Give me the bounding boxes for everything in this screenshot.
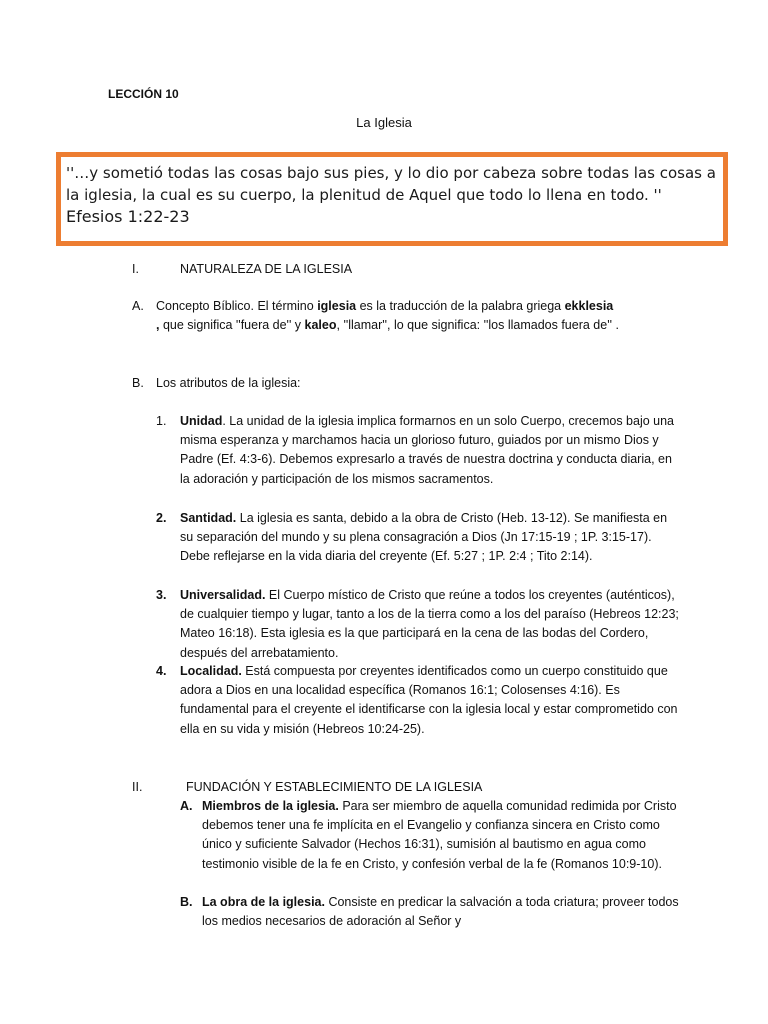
item-b-text: Los atributos de la iglesia: [156, 376, 301, 390]
attribute-1-text: . La unidad de la iglesia implica formarnos en un solo Cuerpo, crecemos bajo una misma esperanza y marchamos hacia un glorioso futuro, guiados por un mismo Dios y Padre (Ef. 4:3-6). Debemos expresarlo a través de nuestra doctrina y conducta diaria, en la adoración y participación de los mismos sacramentos. [180, 414, 675, 486]
section-2-item-b-term: La obra de la iglesia. [202, 895, 325, 909]
section-2-item-a-letter: A. [180, 799, 193, 813]
section-2-item-a-text: Para ser miembro de aquella comunidad redimida por Cristo debemos tener una fe implícita en el Evangelio y confianza sincera en Cristo como único y suficiente Salvador (Hechos 16:31), sumisión al bautismo en agua como testimonio visible de la fe en Cristo, y confesión verbal de la fe (Romanos 10:9-10). [202, 799, 677, 871]
attribute-2-number: 2. [156, 511, 167, 525]
quote-reference: Efesios 1:22-23 [66, 207, 190, 226]
section-1-heading: NATURALEZA DE LA IGLESIA [180, 262, 353, 276]
section-2-item-a [202, 797, 682, 874]
attribute-3-term: Universalidad. [180, 588, 266, 602]
item-a-t2: es la traducción de la palabra griega [356, 299, 565, 313]
section-2-item-b-text: Consiste en predicar la salvación a toda criatura; proveer todos los medios necesarios de adoración al Señor y [202, 895, 679, 929]
section-2-item-b [202, 893, 682, 931]
item-a-letter: A. [132, 299, 144, 313]
section-2-numeral: II. [132, 780, 143, 794]
item-a-term-kaleo: kaleo [304, 318, 337, 333]
section-2-item-a-term: Miembros de la iglesia. [202, 799, 339, 813]
attribute-4 [180, 662, 680, 739]
scripture-quote-box [56, 152, 728, 246]
item-a-t1: Concepto Bíblico. El término [156, 299, 318, 313]
attribute-3 [180, 586, 680, 663]
attribute-4-term: Localidad. [180, 664, 242, 678]
section-2-heading: FUNDACIÓN Y ESTABLECIMIENTO DE LA IGLESIA [186, 780, 483, 794]
quote-text: ''…y sometió todas las cosas bajo sus pies, y lo dio por cabeza sobre todas las cosas a la iglesia, la cual es su cuerpo, la plenitud de Aquel que todo lo llena en todo. '' [66, 164, 716, 204]
attribute-1-number: 1. [156, 414, 167, 428]
item-a-term-ekklesia: ekklesia [564, 299, 614, 313]
lesson-number: LECCIÓN 10 [108, 87, 179, 101]
attribute-2 [180, 509, 680, 567]
item-a-text [156, 297, 676, 335]
section-1-numeral: I. [132, 262, 139, 276]
attribute-2-term: Santidad. [180, 511, 237, 525]
section-2-item-b-letter: B. [180, 895, 193, 909]
attribute-3-number: 3. [156, 588, 167, 602]
attribute-4-number: 4. [156, 664, 167, 678]
item-b-letter: B. [132, 376, 144, 390]
attribute-1-term: Unidad [180, 414, 223, 428]
item-a-t4: , ''llamar'', lo que significa: ''los llamados fuera de'' . [336, 318, 619, 333]
attribute-3-text: El Cuerpo místico de Cristo que reúne a todos los creyentes (auténticos), de cualquier tiempo y lugar, tanto a los de la tierra como a los del paraíso (Hebreos 12:23; Mateo 16:18). Esta iglesia es la que participará en la cena de las bodas del Cordero, después del arrebatamiento. [180, 588, 679, 660]
item-a-comma: , [156, 318, 160, 333]
page-title: La Iglesia [356, 115, 412, 130]
attribute-1 [180, 412, 680, 489]
attribute-2-text: La iglesia es santa, debido a la obra de Cristo (Heb. 13-12). Se manifiesta en su separación del mundo y su plena consagración a Dios (Jn 17:15-19 ; 1P. 3:15-17). Debe reflejarse en la vida diaria del creyente (Ef. 5:27 ; 1P. 2:4 ; Tito 2:14). [180, 511, 668, 564]
item-a-t3: que significa ''fuera de'' y [159, 318, 305, 333]
attribute-4-text: Está compuesta por creyentes identificados como un cuerpo constituido que adora a Dios en una localidad específica (Romanos 16:1; Colosenses 4:16). Es fundamental para el creyente el identificarse con la iglesia local y estar comprometido con ella en su vida y misión (Hebreos 10:24-25). [180, 664, 678, 736]
item-a-term-iglesia: iglesia [317, 299, 357, 313]
